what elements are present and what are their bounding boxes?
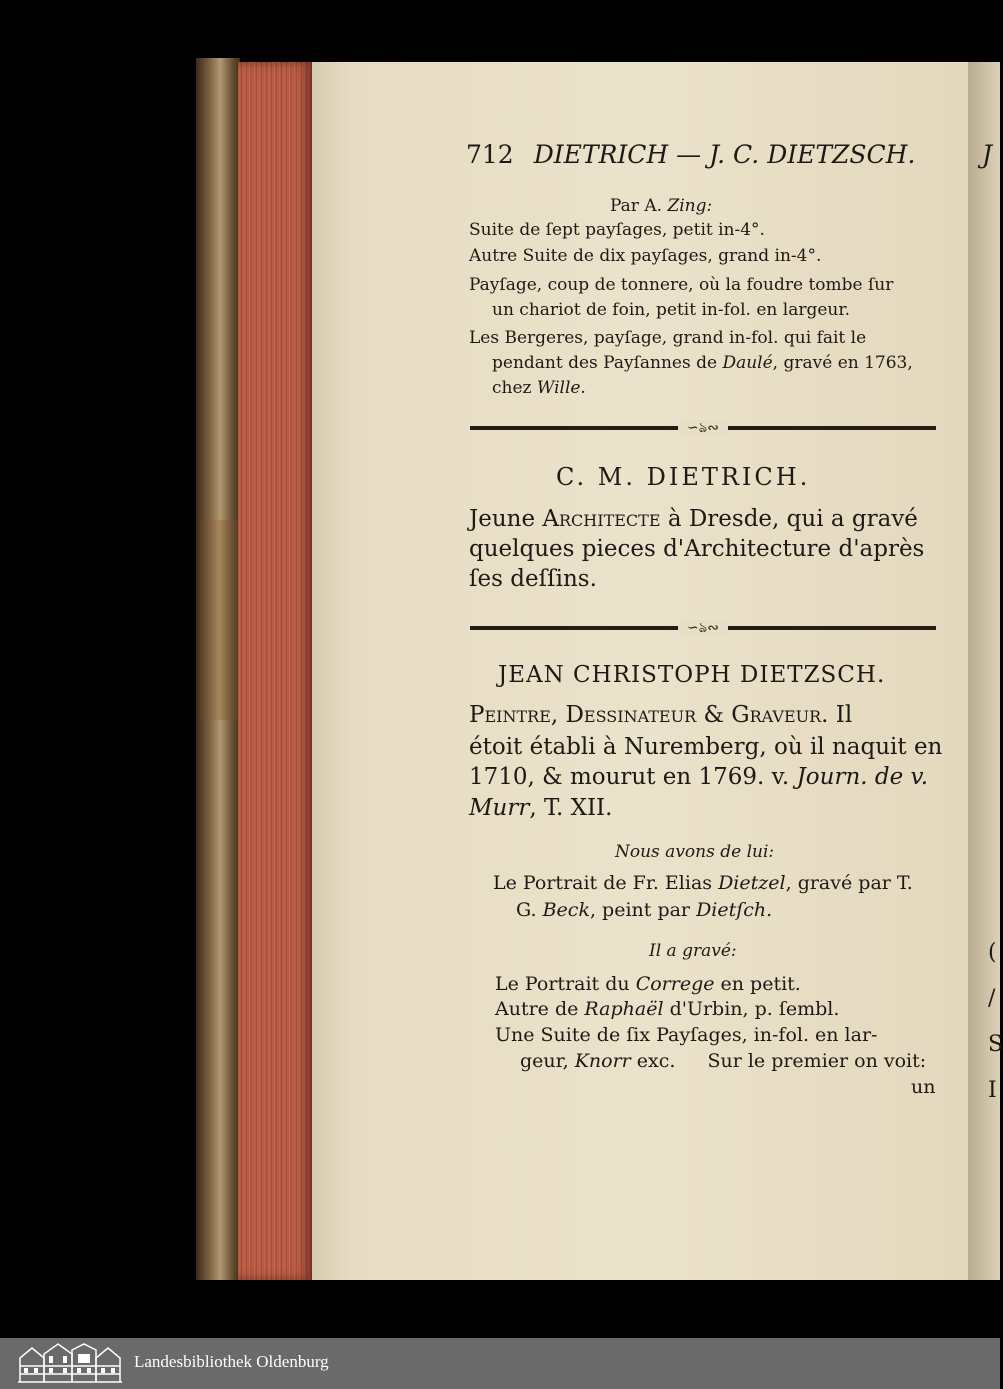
- running-title: DIETRICH — J. C. DIETZSCH.: [533, 140, 916, 169]
- entry-line: Suite de ſept payſages, petit in-4°.: [469, 220, 765, 240]
- page-edges: [238, 62, 312, 1280]
- running-head: [466, 140, 915, 169]
- entry-line: Par A. Zing:: [610, 196, 713, 216]
- entry-line: geur, Knorr exc. Sur le premier on voit:: [520, 1050, 927, 1072]
- page-number: 712: [466, 140, 514, 169]
- catchword: un: [911, 1076, 936, 1098]
- subheading: Il a gravé:: [649, 941, 737, 961]
- entry-line: Peintre, Dessinateur & Graveur. Il: [469, 702, 853, 728]
- entry-line: ſes deſſins.: [469, 566, 597, 592]
- entry-line: Le Portrait de Fr. Elias Dietzel, gravé par T.: [493, 872, 913, 894]
- entry-line: étoit établi à Nuremberg, où il naquit en: [469, 734, 943, 760]
- section-heading: C. M. DIETRICH.: [556, 463, 811, 491]
- entry-line: Les Bergeres, payſage, grand in-fol. qui fait le: [469, 328, 867, 348]
- entry-line: quelques pieces d'Architecture d'après: [469, 536, 925, 562]
- entry-line: 1710, & mourut en 1769. v. Journ. de v.: [469, 764, 929, 790]
- entry-line: Jeune Architecte à Dresde, qui a gravé: [469, 506, 918, 532]
- entry-line: Murr, T. XII.: [469, 795, 613, 821]
- book-cover-band: [200, 520, 238, 720]
- entry-line: chez Wille.: [492, 378, 586, 398]
- entry-line: pendant des Payſannes de Daulé, gravé en 1763,: [492, 353, 913, 373]
- entry-line: Payſage, coup de tonnere, où la foudre tombe ſur: [469, 275, 894, 295]
- library-building-icon: [18, 1342, 122, 1384]
- next-page-glyph: J: [982, 140, 993, 169]
- library-name: Landesbibliothek Oldenburg: [134, 1352, 329, 1371]
- ornamental-rule: ∽ঌ∾: [470, 624, 936, 632]
- ornamental-rule: ∽ঌ∾: [470, 424, 936, 432]
- entry-line: un chariot de foin, petit in-fol. en largeur.: [492, 300, 851, 320]
- entry-line: Autre Suite de dix payſages, grand in-4°.: [469, 246, 822, 266]
- entry-line: Le Portrait du Correge en petit.: [495, 973, 801, 995]
- subheading: Nous avons de lui:: [615, 842, 775, 862]
- section-heading: JEAN CHRISTOPH DIETZSCH.: [498, 662, 886, 688]
- next-page-glyphs: ( / S I: [988, 940, 1003, 1103]
- entry-line: Autre de Raphaël d'Urbin, p. ſembl.: [495, 998, 840, 1020]
- entry-line: Une Suite de ſix Payſages, in-fol. en lar-: [495, 1024, 878, 1046]
- entry-line: G. Beck, peint par Dietſch.: [516, 899, 773, 921]
- footer-bar: [0, 1338, 1000, 1389]
